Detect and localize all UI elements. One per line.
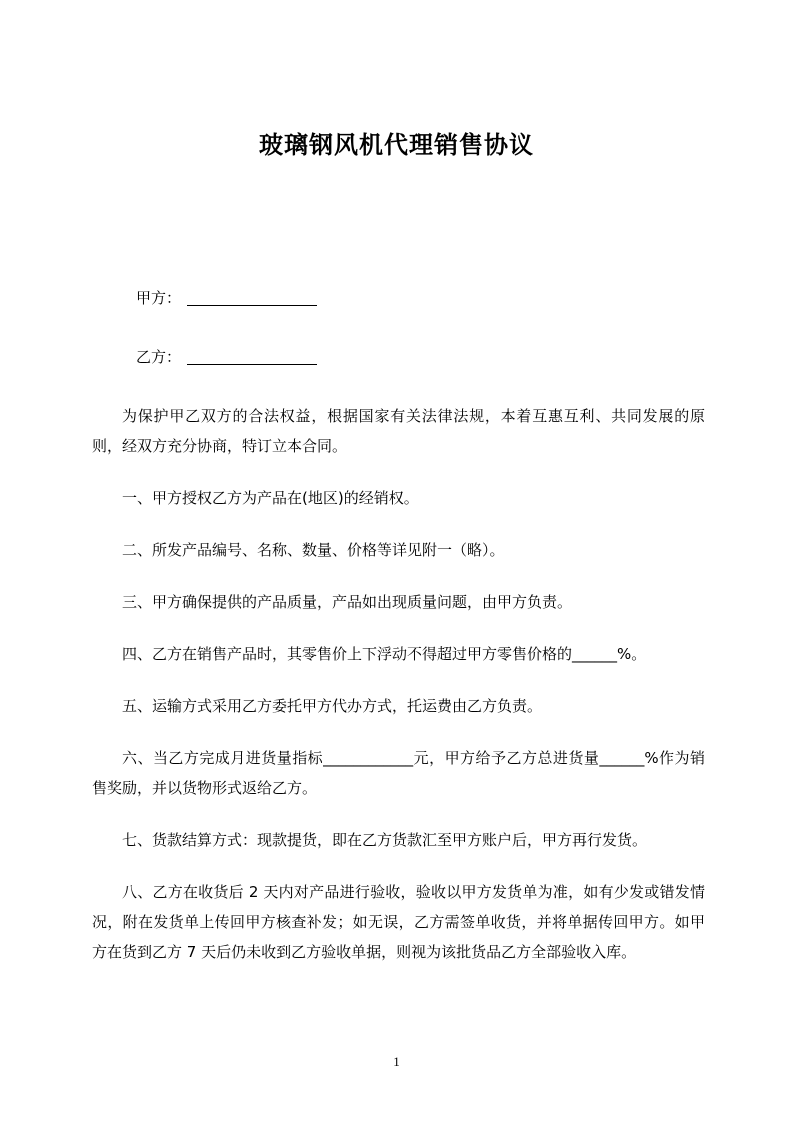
preamble-paragraph: 为保护甲乙双方的合法权益，根据国家有关法律法规，本着互惠互利、共同发展的原则，经双方充分协商，特订立本合同。 xyxy=(92,407,705,455)
document-body xyxy=(92,283,705,989)
party-b-line xyxy=(92,342,705,372)
party-a-line xyxy=(92,283,705,313)
page-number: 1 xyxy=(393,1054,400,1069)
clause-4: 四、乙方在销售产品时，其零售价上下浮动不得超过甲方零售价格的______%。 xyxy=(122,645,647,663)
clause-6: 六、当乙方完成月进货量指标____________元，甲方给予乙方总进货量______%作为销售奖励，并以货物形式返给乙方。 xyxy=(92,749,705,797)
party-a-blank[interactable] xyxy=(187,305,317,306)
party-b-blank[interactable] xyxy=(187,364,317,365)
party-b-label: 乙方： xyxy=(136,348,182,366)
page-title: 玻璃钢风机代理销售协议 xyxy=(259,131,534,159)
clause-1: 一、甲方授权乙方为产品在(地区)的经销权。 xyxy=(122,489,419,507)
clause-3: 三、甲方确保提供的产品质量，产品如出现质量问题，由甲方负责。 xyxy=(122,593,573,611)
clause-5: 五、运输方式采用乙方委托甲方代办方式，托运费由乙方负责。 xyxy=(122,697,543,715)
clause-2: 二、所发产品编号、名称、数量、价格等详见附一（略）。 xyxy=(122,541,505,559)
clause-7: 七、货款结算方式：现款提货，即在乙方货款汇至甲方账户后，甲方再行发货。 xyxy=(122,831,648,849)
clause-8: 八、乙方在收货后 2 天内对产品进行验收，验收以甲方发货单为准，如有少发或错发情况，附在发货单上传回甲方核查补发；如无误，乙方需签单收货，并将单据传回甲方。如甲方在货到乙方 7 天后仍未收到乙方验收单据，则视为该批货品乙方全部验收入库。 xyxy=(92,883,705,961)
party-a-label: 甲方： xyxy=(136,289,182,307)
